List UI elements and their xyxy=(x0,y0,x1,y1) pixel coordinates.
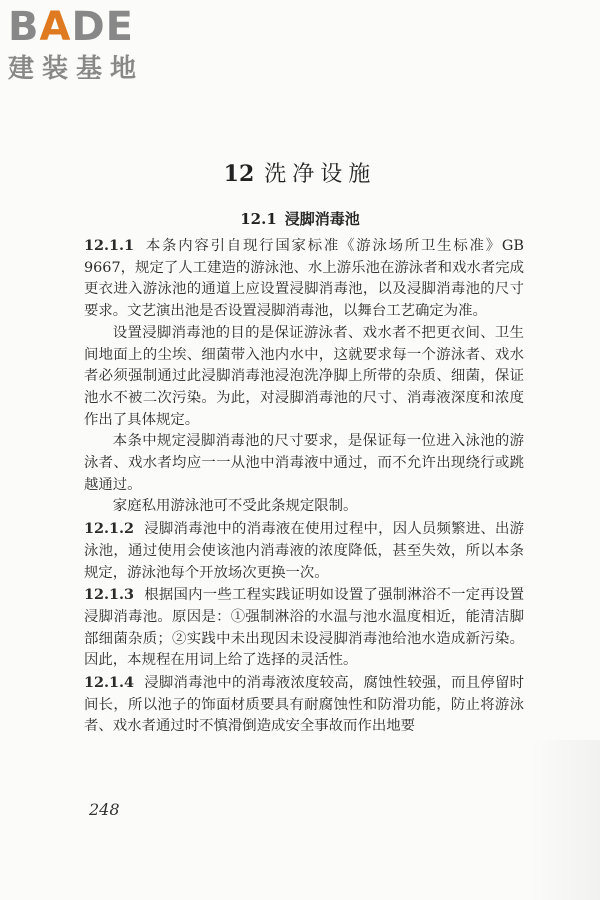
clause-number: 12.1.4 xyxy=(84,674,135,692)
clause-number: 12.1.2 xyxy=(84,520,135,538)
paragraph: 设置浸脚消毒池的目的是保证游泳者、戏水者不把更衣间、卫生间地面上的尘埃、细菌带入池内水中，这就要求每一个游泳者、戏水者必须强制通过此浸脚消毒池浸泡洗净脚上所带的杂质、细菌，保证池水不被二次污染。为此，对浸脚消毒池的尺寸、消毒液深度和浓度作出了具体规定。 xyxy=(84,324,524,428)
paragraph: 12.1.2 浸脚消毒池中的消毒液在使用过程中，因人员频繁进、出游泳池，通过使用会使该池内消毒液的浓度降低，甚至失效，所以本条规定，游泳池每个开放场次更换一次。 xyxy=(84,520,524,581)
clause-number: 12.1.3 xyxy=(84,586,135,604)
paragraph: 家庭私用游泳池可不受此条规定限制。 xyxy=(112,498,358,515)
paragraph: 12.1.4 浸脚消毒池中的消毒液浓度较高，腐蚀性较强，而且停留时间长，所以池子的饰面材质要具有耐腐蚀性和防滑功能，防止将游泳者、戏水者通过时不慎滑倒造成安全事故而作出地要 xyxy=(84,674,524,735)
chapter-title: 洗净设施 xyxy=(264,162,377,187)
logo-wordmark: BADE xyxy=(8,4,134,50)
clause-number: 12.1.1 xyxy=(84,237,135,254)
section-number: 12.1 xyxy=(240,210,277,228)
page-number: 248 xyxy=(89,800,120,819)
paragraph: 12.1.1 本条内容引自现行国家标准《游泳场所卫生标准》GB 9667，规定了人工建造的游泳池、水上游乐池在游泳者和戏水者完成更衣进入游泳池的通道上应设置浸脚消毒池，以及浸脚消毒池的尺寸要求。文艺演出池是否设置浸脚消毒池，以舞台工艺确定为准。 xyxy=(84,237,524,320)
section-heading xyxy=(0,208,600,229)
section-title: 浸脚消毒池 xyxy=(284,210,360,228)
paragraph: 12.1.3 根据国内一些工程实践证明如设置了强制淋浴不一定再设置浸脚消毒池。原因是：①强制淋浴的水温与池水温度相近，能清洁脚部细菌杂质；②实践中未出现因未设浸脚消毒池给池水造成新污染。因此，本规程在用词上给了选择的灵活性。 xyxy=(84,586,524,669)
body-text xyxy=(84,235,524,738)
chapter-number: 12 xyxy=(223,161,255,187)
brand-logo xyxy=(8,4,178,86)
paragraph: 本条中规定浸脚消毒池的尺寸要求，是保证每一位进入泳池的游泳者、戏水者均应一一从池中消毒液中通过，而不允许出现绕行或跳越通过。 xyxy=(84,433,524,493)
logo-subtitle: 建装基地 xyxy=(8,54,145,84)
chapter-heading xyxy=(0,157,600,188)
page-edge-shadow xyxy=(530,740,600,900)
